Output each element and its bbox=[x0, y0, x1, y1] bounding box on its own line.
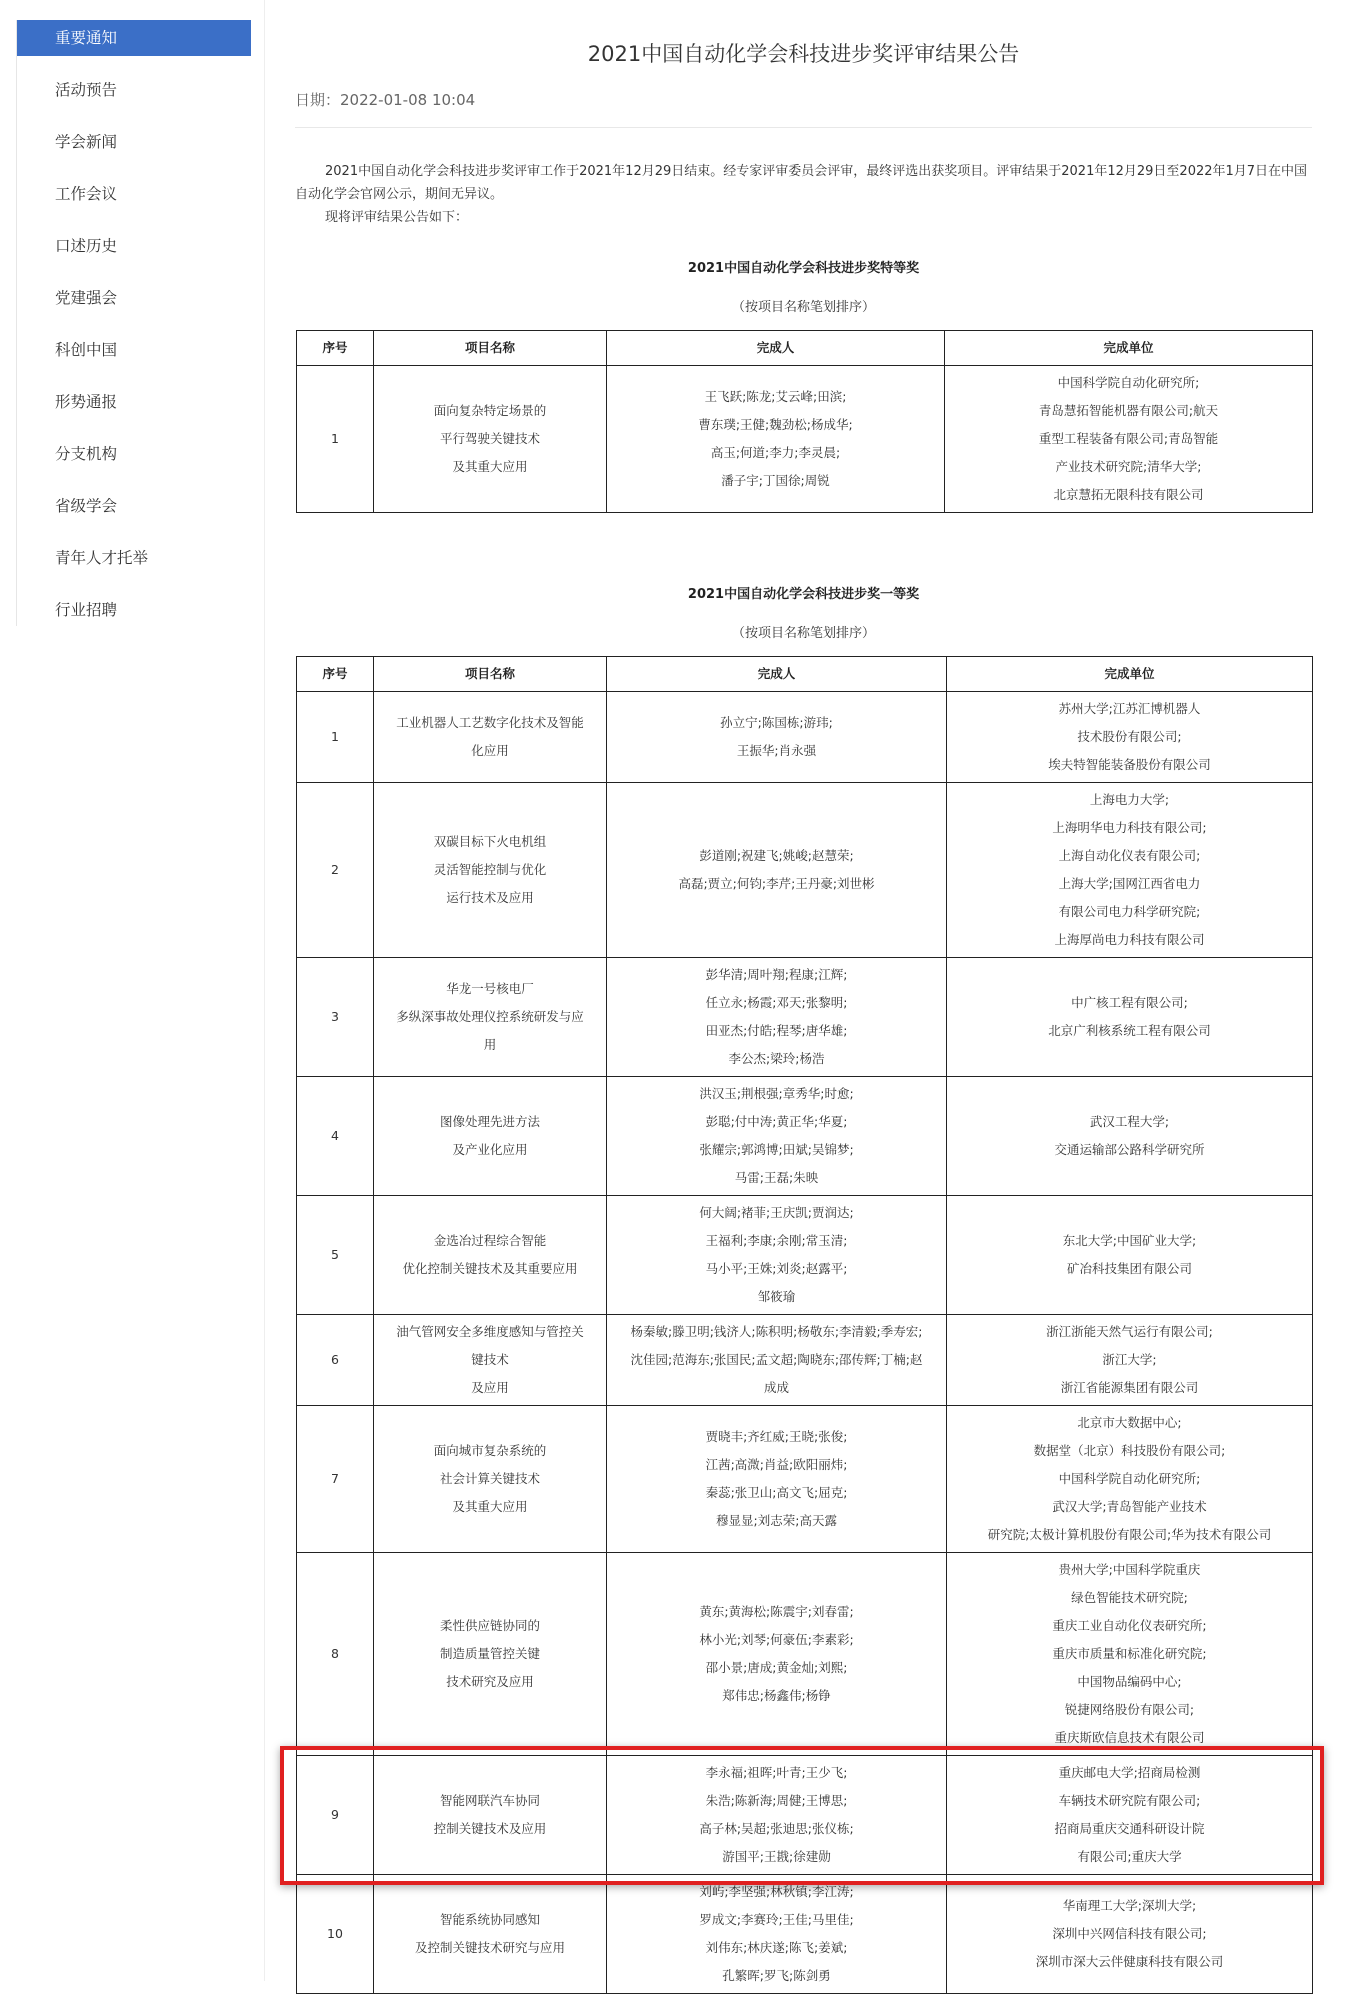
cell-people-line: 曹东璞;王健;魏劲松;杨成华; bbox=[698, 417, 853, 432]
sidebar-nav bbox=[16, 20, 251, 626]
cell-units-line: 青岛慧拓智能机器有限公司;航天 bbox=[1038, 403, 1219, 418]
cell-project-name-line: 智能网联汽车协同 bbox=[439, 1793, 540, 1808]
cell-no: 3 bbox=[297, 958, 374, 1077]
cell-people-line: 刘屿;李坚强;林秋镇;李江涛; bbox=[699, 1884, 854, 1899]
cell-units-line: 浙江浙能天然气运行有限公司; bbox=[1046, 1324, 1213, 1339]
cell-project-name bbox=[374, 1077, 607, 1196]
table-row bbox=[297, 1553, 1313, 1756]
cell-project-name-line: 面向城市复杂系统的 bbox=[433, 1443, 547, 1458]
cell-units-line: 北京广利核系统工程有限公司 bbox=[1048, 1023, 1211, 1038]
cell-project-name bbox=[374, 1406, 607, 1553]
table-row bbox=[297, 1756, 1313, 1875]
cell-units bbox=[945, 366, 1313, 513]
table-row bbox=[297, 958, 1313, 1077]
cell-units-line: 中国科学院自动化研究所; bbox=[1057, 375, 1200, 390]
cell-project-name-line: 图像处理先进方法 bbox=[439, 1114, 540, 1129]
section-subtitle-grand: （按项目名称笔划排序） bbox=[731, 300, 875, 315]
cell-units-line: 深圳市深大云伴健康科技有限公司 bbox=[1035, 1954, 1224, 1969]
cell-no: 4 bbox=[297, 1077, 374, 1196]
cell-no: 1 bbox=[297, 692, 374, 783]
cell-units-line: 北京慧拓无限科技有限公司 bbox=[1053, 487, 1204, 502]
cell-project-name bbox=[374, 1756, 607, 1875]
publish-date: 日期：2022-01-08 10:04 bbox=[295, 91, 476, 109]
cell-units-line: 中国科学院自动化研究所; bbox=[1058, 1471, 1201, 1486]
sidebar-item-branches[interactable]: 分支机构 bbox=[55, 445, 118, 463]
cell-project-name-line: 化应用 bbox=[471, 743, 509, 758]
cell-units-line: 上海明华电力科技有限公司; bbox=[1052, 820, 1207, 835]
cell-people-line: 彭道刚;祝建飞;姚峻;赵慧荣; bbox=[699, 848, 854, 863]
cell-people-line: 游国平;王戡;徐建勋 bbox=[722, 1849, 831, 1864]
cell-units-line: 苏州大学;江苏汇博机器人 bbox=[1058, 701, 1201, 716]
cell-units-line: 东北大学;中国矿业大学; bbox=[1062, 1233, 1197, 1248]
cell-people-line: 林小光;刘琴;何豪伍;李素彩; bbox=[699, 1632, 854, 1647]
cell-people-line: 刘伟东;林庆遂;陈飞;姜斌; bbox=[705, 1940, 848, 1955]
table-row bbox=[297, 1875, 1313, 1994]
cell-units-line: 重型工程装备有限公司;青岛智能 bbox=[1038, 431, 1219, 446]
cell-project-name-line: 平行驾驶关键技术 bbox=[439, 431, 540, 446]
grand-prize-table bbox=[296, 330, 1313, 513]
cell-units-line: 招商局重庆交通科研设计院 bbox=[1054, 1821, 1205, 1836]
cell-project-name-line: 灵活智能控制与优化 bbox=[433, 862, 547, 877]
cell-people-line: 李永福;祖晖;叶青;王少飞; bbox=[705, 1765, 848, 1780]
cell-project-name-line: 油气管网安全多维度感知与管控关 bbox=[396, 1324, 584, 1339]
cell-units-line: 武汉工程大学; bbox=[1089, 1114, 1170, 1129]
sidebar-item-provincial-societies[interactable]: 省级学会 bbox=[55, 497, 118, 515]
cell-project-name bbox=[374, 958, 607, 1077]
cell-people bbox=[607, 692, 947, 783]
cell-project-name bbox=[374, 783, 607, 958]
cell-project-name bbox=[374, 1875, 607, 1994]
table-header-row bbox=[297, 657, 1313, 692]
cell-units bbox=[947, 958, 1313, 1077]
cell-no: 10 bbox=[297, 1875, 374, 1994]
cell-project-name-line: 控制关键技术及应用 bbox=[433, 1821, 547, 1836]
header-units: 完成单位 bbox=[947, 657, 1313, 692]
table-row bbox=[297, 1077, 1313, 1196]
cell-people bbox=[607, 1875, 947, 1994]
cell-project-name-line: 智能系统协同感知 bbox=[439, 1912, 540, 1927]
cell-people bbox=[607, 1756, 947, 1875]
page-title: 2021中国自动化学会科技进步奖评审结果公告 bbox=[587, 42, 1020, 66]
cell-units bbox=[947, 1196, 1313, 1315]
cell-project-name-line: 金选冶过程综合智能 bbox=[433, 1233, 547, 1248]
table-header-row bbox=[297, 331, 1313, 366]
header-divider bbox=[295, 127, 1312, 128]
cell-project-name-line: 双碳目标下火电机组 bbox=[433, 834, 547, 849]
cell-units-line: 锐捷网络股份有限公司; bbox=[1064, 1702, 1195, 1717]
cell-no: 7 bbox=[297, 1406, 374, 1553]
table-row bbox=[297, 1315, 1313, 1406]
cell-people-line: 王飞跃;陈龙;艾云峰;田滨; bbox=[704, 389, 847, 404]
table-row bbox=[297, 692, 1313, 783]
cell-people-line: 王振华;肖永强 bbox=[736, 743, 817, 758]
cell-no: 2 bbox=[297, 783, 374, 958]
cell-people-line: 邵小景;唐成;黄金灿;刘熙; bbox=[705, 1660, 848, 1675]
cell-units-line: 上海厚尚电力科技有限公司 bbox=[1054, 932, 1205, 947]
cell-no: 6 bbox=[297, 1315, 374, 1406]
cell-units-line: 技术股份有限公司; bbox=[1077, 729, 1182, 744]
cell-people-line: 穆显显;刘志荣;高天露 bbox=[716, 1513, 837, 1528]
cell-people-line: 洪汉玉;荆根强;章秀华;时愈; bbox=[699, 1086, 854, 1101]
cell-people-line: 高磊;贾立;何钧;李芹;王丹豪;刘世彬 bbox=[678, 876, 875, 891]
header-units: 完成单位 bbox=[945, 331, 1313, 366]
cell-people-line: 孔繁晖;罗飞;陈剑勇 bbox=[722, 1968, 831, 1983]
cell-project-name bbox=[374, 1315, 607, 1406]
cell-units-line: 中广核工程有限公司; bbox=[1071, 995, 1188, 1010]
cell-people-line: 彭华清;周叶翔;程康;江辉; bbox=[705, 967, 848, 982]
sidebar-item-society-news[interactable]: 学会新闻 bbox=[55, 133, 118, 151]
cell-people bbox=[607, 958, 947, 1077]
cell-people bbox=[607, 1315, 947, 1406]
cell-units-line: 有限公司;重庆大学 bbox=[1077, 1849, 1182, 1864]
cell-people-line: 贾晓丰;齐红威;王晓;张俊; bbox=[705, 1429, 848, 1444]
section-title-grand: 2021中国自动化学会科技进步奖特等奖 bbox=[687, 261, 920, 276]
table-row bbox=[297, 1406, 1313, 1553]
cell-units-line: 北京市大数据中心; bbox=[1077, 1415, 1182, 1430]
cell-no: 8 bbox=[297, 1553, 374, 1756]
table-row bbox=[297, 1196, 1313, 1315]
cell-units bbox=[947, 1406, 1313, 1553]
cell-project-name-line: 工业机器人工艺数字化技术及智能 bbox=[396, 715, 584, 730]
header-project-name: 项目名称 bbox=[374, 657, 607, 692]
sidebar-item-important-notice[interactable]: 重要通知 bbox=[17, 20, 251, 56]
cell-people-line: 李公杰;梁玲;杨浩 bbox=[728, 1051, 825, 1066]
cell-units-line: 深圳中兴网信科技有限公司; bbox=[1052, 1926, 1207, 1941]
cell-units bbox=[947, 692, 1313, 783]
cell-people-line: 沈佳园;范海东;张国民;孟文超;陶晓东;邵传辉;丁楠;赵 bbox=[630, 1352, 923, 1367]
cell-project-name bbox=[374, 1196, 607, 1315]
first-prize-table bbox=[296, 656, 1313, 1994]
cell-people-line: 罗成文;李赛玲;王佳;马里佳; bbox=[699, 1912, 854, 1927]
cell-people-line: 田亚杰;付皓;程琴;唐华雄; bbox=[705, 1023, 848, 1038]
cell-units-line: 中国物品编码中心; bbox=[1077, 1674, 1182, 1689]
cell-people-line: 张耀宗;郭鸿博;田斌;吴锦梦; bbox=[699, 1142, 854, 1157]
cell-units-line: 上海电力大学; bbox=[1089, 792, 1170, 807]
sidebar bbox=[0, 0, 264, 1981]
cell-units-line: 浙江省能源集团有限公司 bbox=[1060, 1380, 1199, 1395]
cell-people-line: 马小平;王姝;刘炎;赵露平; bbox=[705, 1261, 848, 1276]
intro-paragraph: 现将评审结果公告如下： bbox=[325, 210, 469, 225]
sidebar-item-party-building[interactable]: 党建强会 bbox=[55, 289, 118, 307]
cell-people-line: 马雷;王磊;朱映 bbox=[734, 1170, 819, 1185]
section-subtitle-first: （按项目名称笔划排序） bbox=[731, 626, 875, 641]
cell-units-line: 浙江大学; bbox=[1102, 1352, 1157, 1367]
sidebar-item-sci-tech-china[interactable]: 科创中国 bbox=[55, 341, 118, 359]
cell-people-line: 成成 bbox=[763, 1380, 789, 1395]
cell-people bbox=[607, 1196, 947, 1315]
cell-project-name-line: 华龙一号核电厂 bbox=[446, 981, 534, 996]
cell-people-line: 彭聪;付中涛;黄正华;华夏; bbox=[705, 1114, 848, 1129]
table-row bbox=[297, 783, 1313, 958]
cell-units-line: 绿色智能技术研究院; bbox=[1071, 1590, 1188, 1605]
cell-people-line: 高子林;吴超;张迪思;张仪栋; bbox=[699, 1821, 854, 1836]
cell-no: 9 bbox=[297, 1756, 374, 1875]
cell-units-line: 矿冶科技集团有限公司 bbox=[1066, 1261, 1192, 1276]
header-people: 完成人 bbox=[607, 331, 945, 366]
cell-people-line: 邹筱瑜 bbox=[757, 1289, 796, 1304]
cell-units bbox=[947, 1553, 1313, 1756]
cell-project-name-line: 运行技术及应用 bbox=[446, 890, 534, 905]
cell-people-line: 何大阔;褚菲;王庆凯;贾润达; bbox=[699, 1205, 854, 1220]
section-title-first: 2021中国自动化学会科技进步奖一等奖 bbox=[687, 587, 920, 602]
cell-units-line: 重庆斯欧信息技术有限公司 bbox=[1054, 1730, 1205, 1745]
cell-project-name-line: 社会计算关键技术 bbox=[439, 1471, 540, 1486]
cell-project-name-line: 及其重大应用 bbox=[452, 1499, 528, 1514]
sidebar-item-young-talent[interactable]: 青年人才托举 bbox=[55, 549, 149, 567]
cell-units bbox=[947, 1875, 1313, 1994]
cell-people bbox=[607, 1553, 947, 1756]
cell-project-name bbox=[374, 366, 607, 513]
cell-people-line: 郑伟忠;杨鑫伟;杨铮 bbox=[722, 1688, 831, 1703]
sidebar-item-event-preview[interactable]: 活动预告 bbox=[55, 81, 118, 99]
cell-project-name-line: 多纵深事故处理仪控系统研发与应 bbox=[396, 1009, 584, 1024]
cell-project-name-line: 优化控制关键技术及其重要应用 bbox=[402, 1261, 578, 1276]
cell-units-line: 产业技术研究院;清华大学; bbox=[1055, 459, 1202, 474]
cell-people-line: 王福利;李康;余刚;常玉清; bbox=[705, 1233, 848, 1248]
cell-units bbox=[947, 1315, 1313, 1406]
cell-people-line: 江茜;高溦;肖益;欧阳丽炜; bbox=[705, 1457, 848, 1472]
cell-no: 1 bbox=[297, 366, 374, 513]
header-no: 序号 bbox=[297, 331, 374, 366]
sidebar-item-job-postings[interactable]: 行业招聘 bbox=[55, 601, 118, 619]
cell-units-line: 埃夫特智能装备股份有限公司 bbox=[1048, 757, 1211, 772]
table-row bbox=[297, 366, 1313, 513]
cell-project-name-line: 用 bbox=[483, 1037, 497, 1052]
cell-project-name-line: 及控制关键技术研究与应用 bbox=[414, 1940, 565, 1955]
sidebar-item-oral-history[interactable]: 口述历史 bbox=[55, 237, 118, 255]
header-no: 序号 bbox=[297, 657, 374, 692]
cell-units-line: 上海自动化仪表有限公司; bbox=[1058, 848, 1201, 863]
cell-people-line: 孙立宁;陈国栋;游玮; bbox=[720, 715, 833, 730]
cell-units-line: 重庆市质量和标准化研究院; bbox=[1052, 1646, 1207, 1661]
intro-paragraph: 2021中国自动化学会科技进步奖评审工作于2021年12月29日结束。经专家评审委员会评审，最终评选出获奖项目。评审结果于2021年12月29日至2022年1月7日在中国自动化学会官网公示，期间无异议。 bbox=[295, 164, 1308, 202]
header-people: 完成人 bbox=[607, 657, 947, 692]
cell-units-line: 上海大学;国网江西省电力 bbox=[1058, 876, 1201, 891]
cell-units-line: 数据堂（北京）科技股份有限公司; bbox=[1033, 1443, 1226, 1458]
cell-people bbox=[607, 783, 947, 958]
intro-text bbox=[295, 160, 1312, 229]
sidebar-divider bbox=[264, 0, 265, 1981]
cell-project-name-line: 及产业化应用 bbox=[452, 1142, 528, 1157]
cell-units-line: 华南理工大学;深圳大学; bbox=[1062, 1898, 1197, 1913]
cell-units-line: 车辆技术研究院有限公司; bbox=[1058, 1793, 1201, 1808]
cell-project-name-line: 技术研究及应用 bbox=[446, 1674, 534, 1689]
cell-project-name-line: 及其重大应用 bbox=[452, 459, 528, 474]
header-project-name: 项目名称 bbox=[374, 331, 607, 366]
cell-units-line: 交通运输部公路科学研究所 bbox=[1054, 1142, 1205, 1157]
cell-people-line: 朱浩;陈新海;周健;王博思; bbox=[705, 1793, 848, 1808]
cell-units-line: 重庆邮电大学;招商局检测 bbox=[1058, 1765, 1201, 1780]
sidebar-item-work-meetings[interactable]: 工作会议 bbox=[55, 185, 118, 203]
cell-units-line: 研究院;太极计算机股份有限公司;华为技术有限公司 bbox=[987, 1527, 1272, 1542]
cell-no: 5 bbox=[297, 1196, 374, 1315]
cell-units bbox=[947, 1077, 1313, 1196]
cell-units-line: 贵州大学;中国科学院重庆 bbox=[1058, 1562, 1201, 1577]
cell-people-line: 任立永;杨霞;邓天;张黎明; bbox=[705, 995, 848, 1010]
cell-project-name-line: 及应用 bbox=[471, 1380, 509, 1395]
cell-units bbox=[947, 783, 1313, 958]
cell-people bbox=[607, 1077, 947, 1196]
cell-people bbox=[607, 366, 945, 513]
cell-units-line: 重庆工业自动化仪表研究所; bbox=[1052, 1618, 1207, 1633]
cell-units-line: 武汉大学;青岛智能产业技术 bbox=[1052, 1499, 1207, 1514]
cell-units bbox=[947, 1756, 1313, 1875]
cell-project-name-line: 制造质量管控关键 bbox=[439, 1646, 540, 1661]
cell-people-line: 秦蕊;张卫山;高文飞;屈克; bbox=[705, 1485, 848, 1500]
cell-project-name-line: 键技术 bbox=[471, 1352, 509, 1367]
cell-project-name-line: 柔性供应链协同的 bbox=[439, 1618, 540, 1633]
cell-project-name-line: 面向复杂特定场景的 bbox=[433, 403, 547, 418]
cell-project-name bbox=[374, 692, 607, 783]
cell-people bbox=[607, 1406, 947, 1553]
cell-units-line: 有限公司电力科学研究院; bbox=[1058, 904, 1201, 919]
cell-people-line: 高玉;何道;李力;李灵晨; bbox=[710, 445, 841, 460]
cell-people-line: 黄东;黄海松;陈震宇;刘春雷; bbox=[699, 1604, 854, 1619]
cell-people-line: 杨秦敏;滕卫明;钱济人;陈积明;杨敬东;李清毅;季寿宏; bbox=[630, 1324, 923, 1339]
sidebar-item-situation-report[interactable]: 形势通报 bbox=[55, 393, 118, 411]
cell-people-line: 潘子宇;丁国徐;周锐 bbox=[721, 473, 830, 488]
cell-project-name bbox=[374, 1553, 607, 1756]
